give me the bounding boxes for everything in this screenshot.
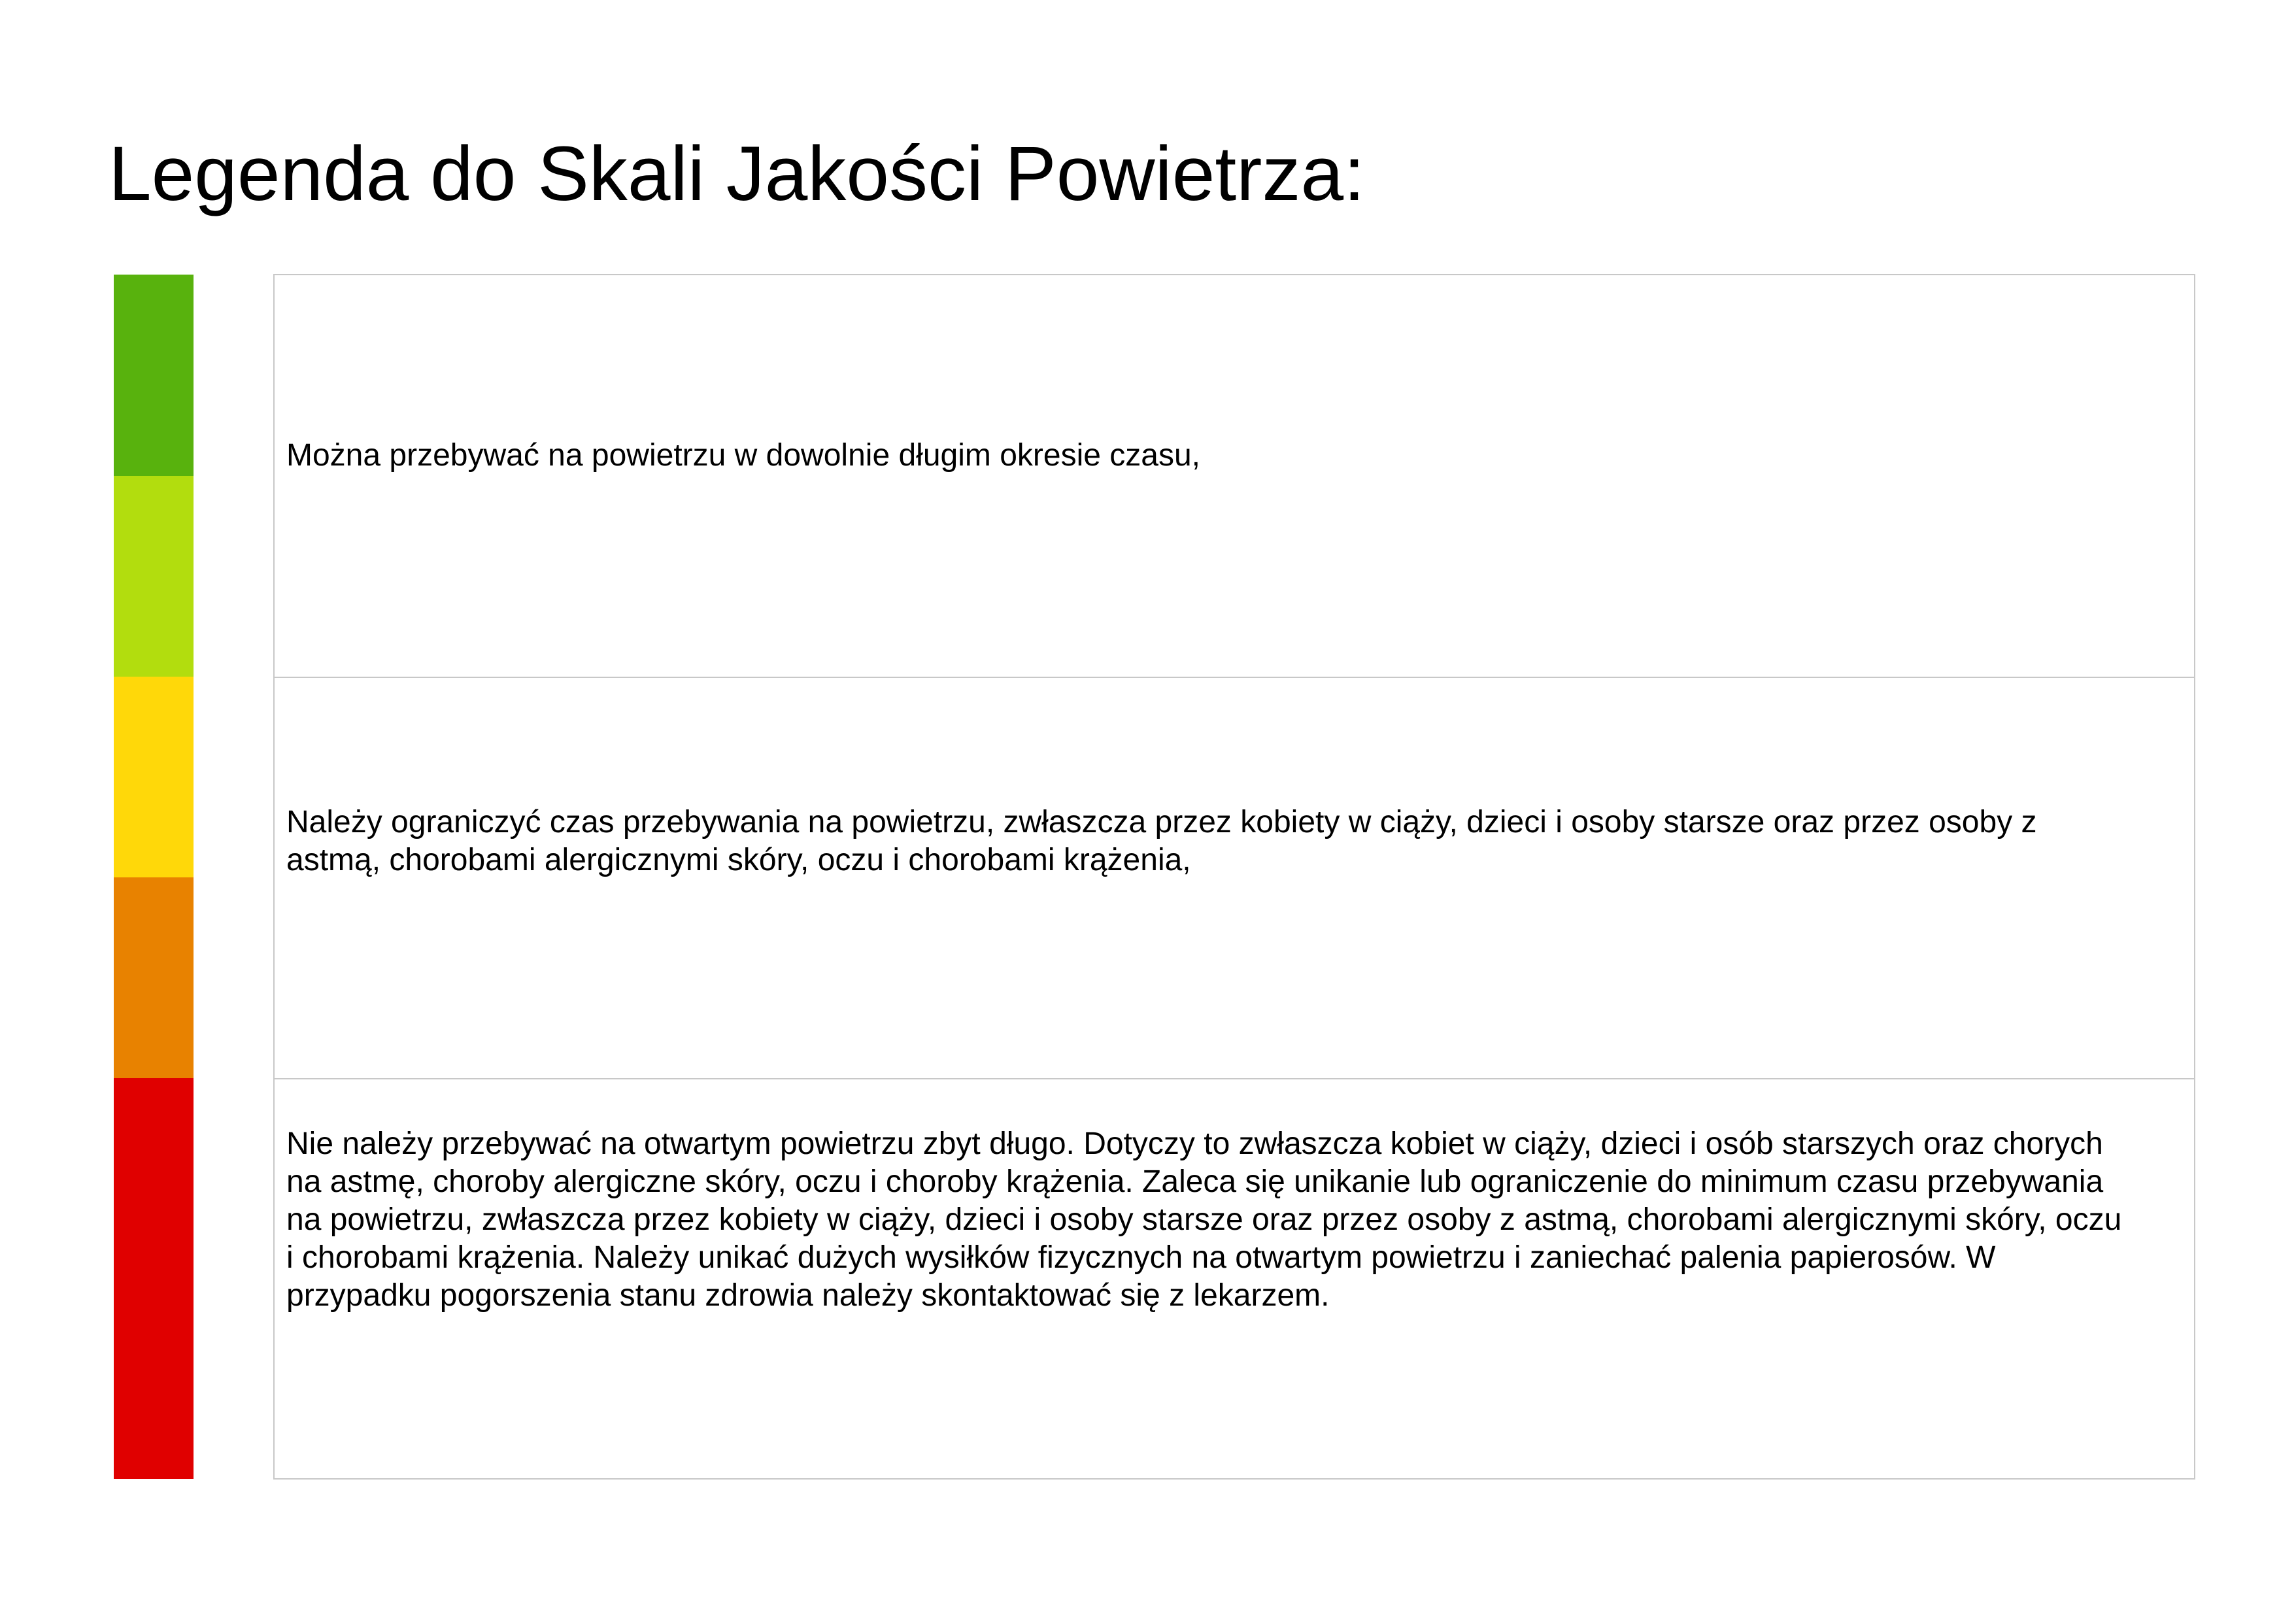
scale-level-2-good (114, 476, 194, 677)
scale-level-5-bad (114, 1078, 194, 1479)
scale-level-4-sufficient (114, 877, 194, 1078)
air-quality-color-scale (114, 275, 194, 1479)
scale-level-3-moderate (114, 677, 194, 877)
legend-table (273, 274, 2195, 1480)
legend-text-good: Można przebywać na powietrzu w dowolnie długim okresie czasu, (286, 438, 1200, 473)
legend-row-good (275, 275, 2194, 677)
page-title: Legenda do Skali Jakości Powietrza: (109, 131, 1365, 217)
legend-text-moderate: Należy ograniczyć czas przebywania na powietrzu, zwłaszcza przez kobiety w ciąży, dzieci i osoby starsze oraz przez osoby z astmą, chorobami alergicznymi skóry, oczu i chorobami krążenia, (286, 805, 2037, 877)
scale-level-1-very-good (114, 275, 194, 476)
legend-row-moderate (275, 677, 2194, 1078)
legend-row-bad (275, 1078, 2194, 1478)
legend-text-bad: Nie należy przebywać na otwartym powietrzu zbyt długo. Dotyczy to zwłaszcza kobiet w ciąży, dzieci i osób starszych oraz chorych na astmę, choroby alergiczne skóry, oczu i choroby krążenia. Zaleca się unikanie lub ograniczenie do minimum czasu przebywania na powietrzu, zwłaszcza przez kobiety w ciąży, dzieci i osoby starsze oraz przez osoby z astmą, chorobami alergicznymi skóry, oczu i chorobami krążenia. Należy unikać dużych wysiłków fizycznych na otwartym powietrzu i zaniechać palenia papierosów. W przypadku pogorszenia stanu zdrowia należy skontaktować się z lekarzem. (286, 1126, 2122, 1313)
